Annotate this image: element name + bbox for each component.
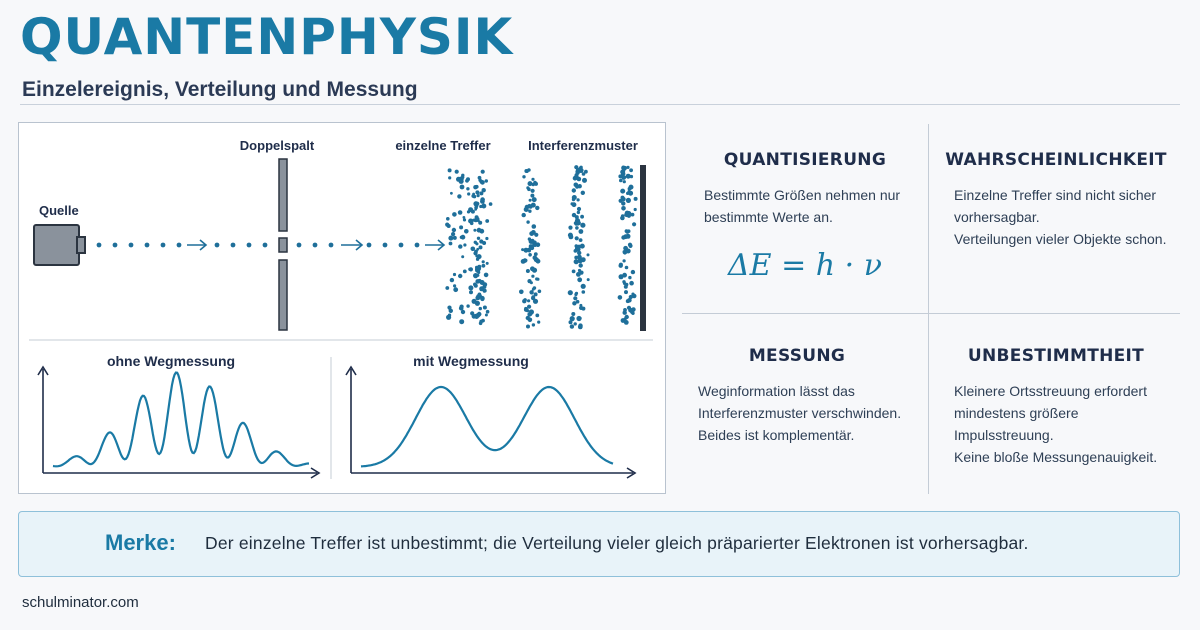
band-dot [524, 207, 529, 212]
band-dot [580, 223, 585, 228]
band-dot [473, 201, 478, 206]
band-dot [533, 255, 538, 260]
band-dot [530, 194, 534, 198]
band-dot [531, 203, 536, 208]
band-dot [475, 268, 480, 273]
band-dot [621, 206, 626, 211]
hit-dot [466, 304, 469, 307]
band-dot [475, 215, 479, 219]
band-dot [577, 198, 580, 201]
band-dot [530, 281, 533, 284]
hit-dot [457, 194, 461, 198]
band-dot [483, 306, 487, 310]
band-dot [570, 324, 574, 328]
band-dot [530, 266, 535, 271]
band-dot [482, 264, 486, 268]
band-dot [477, 194, 480, 197]
label-single-hits: einzelne Treffer [395, 138, 491, 153]
footer-site: schulminator.com [22, 594, 139, 611]
band-dot [621, 318, 626, 323]
band-dot [577, 221, 581, 225]
band-dot [630, 175, 633, 178]
band-dot [626, 198, 631, 203]
band-dot [577, 251, 581, 255]
band-dot [475, 296, 480, 301]
band-dot [479, 307, 482, 310]
planck-formula: ΔE = h · ν [728, 248, 882, 283]
hit-dot [448, 176, 451, 179]
band-dot [576, 272, 581, 277]
band-dot [473, 229, 476, 232]
hit-dot [469, 290, 473, 294]
band-dot [530, 246, 534, 250]
band-dot [625, 315, 629, 319]
band-dot [623, 180, 626, 183]
band-dot [625, 266, 629, 270]
band-dot [526, 186, 529, 189]
hit-dot [459, 177, 464, 182]
band-dot [526, 220, 529, 223]
hit-dot [453, 287, 458, 292]
band-dot [630, 308, 634, 312]
band-dot [575, 236, 579, 240]
band-dot [628, 187, 632, 191]
band-dot [522, 175, 525, 178]
band-dot [472, 299, 477, 304]
band-dot [485, 179, 488, 182]
hit-dot [453, 273, 456, 276]
band-dot [533, 299, 538, 304]
concept-title: QUANTISIERUNG [723, 150, 887, 170]
band-dot [581, 284, 586, 289]
band-dot [473, 185, 477, 189]
band-dot [536, 242, 541, 247]
band-dot [471, 194, 475, 198]
hit-dot [449, 309, 453, 313]
band-dot [519, 290, 524, 295]
band-dot [480, 199, 485, 204]
band-dot [623, 311, 627, 315]
band-dot [475, 190, 479, 194]
band-dot [572, 188, 576, 192]
band-dot [475, 255, 478, 258]
band-dot [483, 282, 488, 287]
concept-probability [932, 150, 1180, 250]
band-dot [528, 210, 531, 213]
concept-line: Impulsstreuung. [954, 427, 1054, 443]
note-label: Merke: [105, 530, 176, 555]
band-dot [536, 259, 541, 264]
hit-dot [448, 236, 453, 241]
band-dot [623, 234, 628, 239]
band-dot [479, 245, 483, 249]
concept-line: bestimmte Werte an. [704, 209, 833, 225]
band-dot [478, 176, 482, 180]
band-dot [537, 321, 540, 324]
band-dot [627, 306, 631, 310]
band-dot [572, 202, 577, 207]
band-dot [631, 270, 635, 274]
band-dot [632, 222, 636, 226]
band-dot [574, 293, 577, 296]
label-double-slit: Doppelspalt [239, 138, 315, 153]
grid-divider-horizontal [682, 313, 1180, 314]
band-dot [572, 270, 576, 274]
concept-line: Weginformation lässt das [698, 383, 855, 399]
band-dot [619, 179, 623, 183]
double-slit-barrier [279, 159, 287, 330]
concept-line: Keine bloße Messungenauigkeit. [954, 449, 1158, 465]
hit-dot [455, 170, 459, 174]
band-dot [532, 224, 537, 229]
band-dot [619, 263, 623, 267]
band-dot [534, 182, 538, 186]
band-dot [626, 299, 630, 303]
hit-dot [458, 274, 462, 278]
hit-dot [468, 268, 471, 271]
band-dot [572, 195, 577, 200]
band-dot [624, 213, 629, 218]
band-dot [528, 249, 531, 252]
band-dot [578, 184, 582, 188]
plot-axes-with-path [346, 367, 635, 478]
band-dot [580, 244, 585, 249]
band-dot [535, 277, 538, 280]
band-dot [526, 269, 530, 273]
band-dot [622, 273, 627, 278]
band-dot [620, 189, 625, 194]
band-dot [482, 241, 486, 245]
concept-line: mindestens größere [954, 405, 1079, 421]
hit-dot [449, 242, 453, 246]
band-dot [481, 204, 486, 209]
band-dot [486, 262, 489, 265]
hit-dot [459, 225, 463, 229]
concept-uncertainty [932, 346, 1180, 468]
band-dot [577, 207, 581, 211]
band-dot [485, 219, 489, 223]
label-interference-pattern: Interferenzmuster [528, 138, 638, 153]
band-dot [480, 180, 485, 185]
band-dot [474, 206, 478, 210]
hit-dot [450, 278, 454, 282]
band-dot [471, 210, 475, 214]
band-dot [623, 259, 626, 262]
band-dot [526, 316, 530, 320]
band-dot [481, 170, 485, 174]
double-peak-curve [361, 387, 613, 466]
experiment-diagram [19, 123, 667, 495]
concept-line: Einzelne Treffer sind nicht sicher [954, 187, 1157, 203]
band-dot [535, 206, 539, 210]
band-dot [489, 202, 493, 206]
band-dot [572, 301, 576, 305]
band-dot [479, 229, 484, 234]
interference-curve [53, 373, 309, 467]
grid-divider-vertical [928, 124, 929, 494]
concept-line: Interferenzmuster verschwinden. [698, 405, 902, 421]
detector-screen [640, 165, 646, 331]
band-dot [576, 316, 581, 321]
band-dot [579, 166, 582, 169]
band-dot [531, 275, 534, 278]
band-dot [568, 226, 572, 230]
plot-title-without-path: ohne Wegmessung [106, 353, 236, 369]
band-dot [479, 320, 483, 324]
band-dot [621, 201, 625, 205]
band-dot [522, 213, 526, 217]
concept-title: WAHRSCHEINLICHKEIT [945, 150, 1167, 170]
label-source: Quelle [39, 203, 79, 218]
band-dot [579, 306, 583, 310]
hit-dot [451, 232, 455, 236]
band-dot [533, 286, 537, 290]
hit-dot [458, 210, 463, 215]
hit-dot [460, 236, 463, 239]
band-dot [634, 197, 638, 201]
hit-dot [448, 168, 452, 172]
plot-axes-without-path [38, 367, 319, 478]
band-dot [579, 238, 583, 242]
hit-dot [464, 229, 469, 234]
concept-quantization [682, 150, 928, 228]
hit-dot [458, 244, 462, 248]
band-dot [574, 322, 577, 325]
band-dot [577, 211, 580, 214]
band-dot [531, 189, 535, 193]
band-dot [628, 276, 631, 279]
band-dot [579, 263, 583, 267]
band-dot [621, 214, 625, 218]
band-dot [624, 290, 628, 294]
band-dot [476, 274, 479, 277]
band-dot [532, 197, 537, 202]
experiment-diagram-panel [18, 122, 666, 494]
band-dot [531, 295, 535, 299]
hit-dot [467, 192, 470, 195]
band-dot [574, 256, 578, 260]
hit-dot [463, 270, 467, 274]
band-dot [468, 285, 473, 290]
band-dot [480, 296, 485, 301]
interference-bands [468, 165, 637, 329]
band-dot [629, 191, 632, 194]
hit-dot [465, 179, 469, 183]
band-dot [582, 178, 587, 183]
band-dot [529, 310, 533, 314]
band-dot [482, 260, 485, 263]
band-dot [578, 258, 583, 263]
band-dot [471, 247, 476, 252]
band-dot [530, 291, 533, 294]
band-dot [578, 323, 582, 327]
band-dot [623, 250, 626, 253]
plot-title-with-path: mit Wegmessung [413, 353, 529, 369]
band-dot [526, 309, 529, 312]
band-dot [575, 244, 579, 248]
band-dot [621, 173, 624, 176]
concept-title: MESSUNG [748, 346, 846, 366]
band-dot [587, 278, 590, 281]
band-dot [477, 312, 481, 316]
concept-title: UNBESTIMMTHEIT [967, 346, 1145, 366]
band-dot [625, 229, 629, 233]
band-dot [584, 170, 588, 174]
band-dot [582, 290, 586, 294]
note-box [18, 511, 1180, 577]
band-dot [529, 199, 532, 202]
band-dot [482, 188, 486, 192]
band-dot [587, 253, 590, 256]
band-dot [618, 295, 623, 300]
hit-dot [463, 216, 466, 219]
hit-dot [447, 224, 451, 228]
concept-line: Kleinere Ortsstreuung erfordert [954, 383, 1147, 399]
note-text: Der einzelne Treffer ist unbestimmt; die Verteilung vieler gleich präparierter Elektronen ist vorhersagbar. [205, 533, 1029, 553]
band-dot [535, 314, 539, 318]
header-divider [20, 104, 1180, 105]
hit-dot [448, 314, 451, 317]
hit-dot [453, 284, 456, 287]
band-dot [485, 237, 488, 240]
hit-dot [445, 286, 449, 290]
band-dot [579, 229, 584, 234]
band-dot [580, 215, 584, 219]
hit-dot [446, 217, 450, 221]
concept-line: Bestimmte Größen nehmen nur [704, 187, 901, 203]
band-dot [628, 244, 632, 248]
band-dot [581, 191, 585, 195]
hit-dot [450, 192, 453, 195]
particle-beam-incoming [97, 243, 268, 248]
page-title: QUANTENPHYSIK [20, 8, 514, 66]
concept-line: Verteilungen vieler Objekte schon. [954, 231, 1167, 247]
concept-line: Beides ist komplementär. [698, 427, 855, 443]
band-dot [629, 281, 634, 286]
hit-dot [476, 248, 479, 251]
band-dot [485, 314, 488, 317]
band-dot [569, 320, 573, 324]
hit-dot [459, 306, 464, 311]
electron-source-icon [34, 225, 85, 265]
concept-measurement [682, 346, 912, 446]
band-dot [575, 173, 579, 177]
hit-dot [452, 228, 456, 232]
band-dot [529, 231, 534, 236]
band-dot [527, 299, 530, 302]
hit-dot [477, 237, 480, 240]
hit-dot [463, 243, 466, 246]
hit-dot [460, 185, 465, 190]
hit-dot [463, 218, 466, 221]
band-dot [476, 258, 479, 261]
band-dot [577, 277, 582, 282]
band-dot [484, 273, 489, 278]
band-dot [531, 178, 534, 181]
band-dot [524, 259, 527, 262]
band-dot [527, 168, 531, 172]
hit-dot [466, 187, 469, 190]
band-dot [571, 312, 575, 316]
band-dot [629, 168, 633, 172]
arrow-icon [341, 240, 444, 250]
concept-line: vorhersagbar. [954, 209, 1040, 225]
band-dot [634, 208, 637, 211]
band-dot [475, 242, 478, 245]
arrow-icon [187, 240, 206, 250]
band-dot [568, 233, 573, 238]
band-dot [526, 325, 530, 329]
band-dot [626, 249, 631, 254]
band-dot [568, 290, 573, 295]
band-dot [575, 226, 579, 230]
band-dot [522, 299, 526, 303]
band-dot [483, 289, 487, 293]
band-dot [486, 310, 490, 314]
page-subtitle: Einzelereignis, Verteilung und Messung [22, 78, 418, 101]
band-dot [530, 239, 534, 243]
band-dot [622, 166, 625, 169]
band-dot [528, 253, 532, 257]
band-dot [573, 296, 577, 300]
band-dot [521, 248, 524, 251]
hit-dot [453, 236, 457, 240]
band-dot [629, 295, 633, 299]
band-dot [575, 215, 579, 219]
hit-dot [452, 212, 457, 217]
hit-dot [461, 255, 464, 258]
band-dot [625, 283, 629, 287]
band-dot [532, 323, 535, 326]
hit-dot [459, 319, 464, 324]
band-dot [538, 290, 542, 294]
